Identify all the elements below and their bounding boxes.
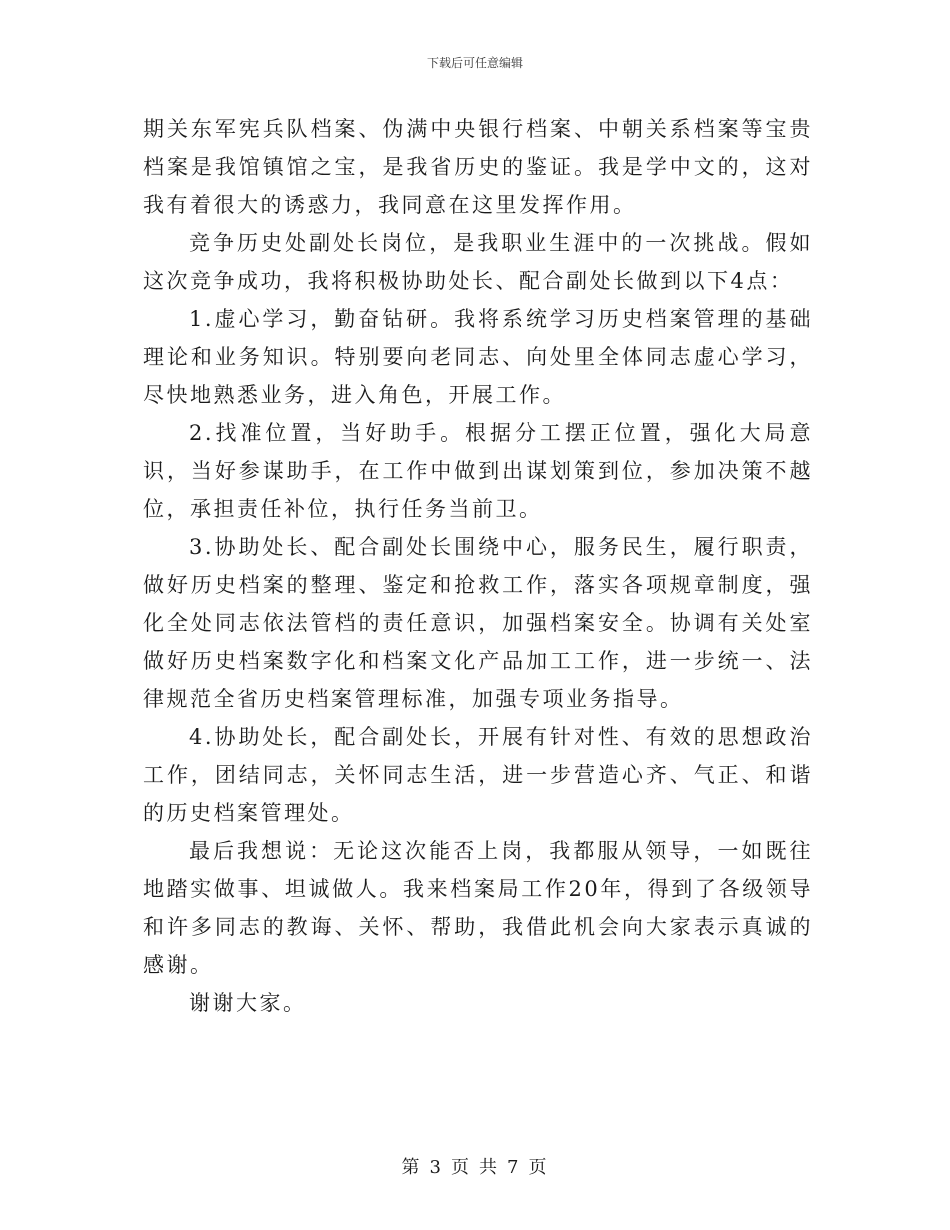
paragraph-continuation: 期关东军宪兵队档案、伪满中央银行档案、中朝关系档案等宝贵档案是我馆镇馆之宝，是我省历史的鉴证。我是学中文的，这对我有着很大的诱惑力，我同意在这里发挥作用。 <box>143 117 813 217</box>
paragraph-thanks: 谢谢大家。 <box>189 991 307 1015</box>
footer-total-pages: 7 <box>507 1157 521 1178</box>
page-header-note: 下载后可任意编辑 <box>426 56 523 70</box>
paragraph-challenge: 竞争历史处副处长岗位，是我职业生涯中的一次挑战。假如这次竞争成功，我将积极协助处长、配合副处长做到以下4点： <box>143 231 813 293</box>
paragraph-point-3: 3.协助处长、配合副处长围绕中心，服务民生，履行职责，做好历史档案的整理、鉴定和抢救工作，落实各项规章制度，强化全处同志依法管档的责任意识，加强档案安全。协调有关处室做好历史档案数字化和档案文化产品加工工作，进一步统一、法律规范全省历史档案管理标准，加强专项业务指导。 <box>143 535 813 711</box>
paragraph-closing: 最后我想说：无论这次能否上岗，我都服从领导，一如既往地踏实做事、坦诚做人。我来档案局工作20年，得到了各级领导和许多同志的教诲、关怀、帮助，我借此机会向大家表示真诚的感谢。 <box>143 839 813 977</box>
footer-gong: 共 <box>479 1157 499 1178</box>
paragraph-point-4: 4.协助处长，配合副处长，开展有针对性、有效的思想政治工作，团结同志，关怀同志生活，进一步营造心齐、气正、和谐的历史档案管理处。 <box>143 725 813 825</box>
paragraph-point-2: 2.找准位置，当好助手。根据分工摆正位置，强化大局意识，当好参谋助手，在工作中做到出谋划策到位，参加决策不越位，承担责任补位，执行任务当前卫。 <box>143 421 813 521</box>
page-footer <box>0 1153 950 1179</box>
footer-di: 第 <box>401 1157 422 1178</box>
document-body <box>143 110 813 1022</box>
paragraph-point-1: 1.虚心学习，勤奋钻研。我将系统学习历史档案管理的基础理论和业务知识。特别要向老同志、向处里全体同志虚心学习，尽快地熟悉业务，进入角色，开展工作。 <box>143 307 813 407</box>
footer-current-page: 3 <box>429 1157 443 1178</box>
footer-ye: 页 <box>451 1157 471 1178</box>
footer-ye-2: 页 <box>528 1157 549 1178</box>
